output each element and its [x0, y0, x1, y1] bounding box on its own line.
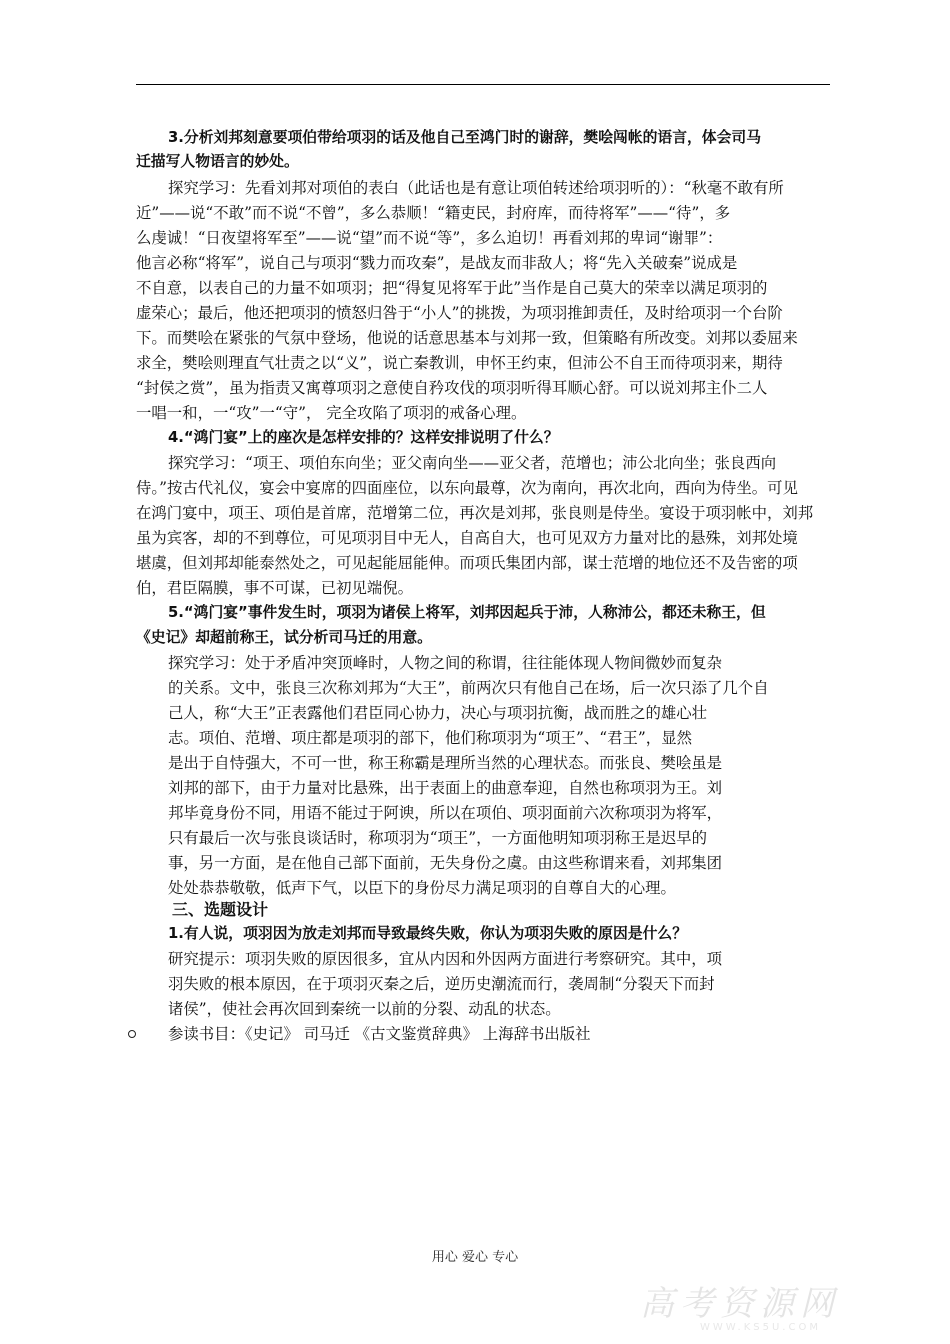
references-line: 参读书目：《史记》 司马迁 《古文鉴赏辞典》 上海辞书出版社 [168, 1025, 591, 1043]
header-rule [136, 84, 830, 85]
s3-q1-answer-line: 研究提示：项羽失败的原因很多，宜从内因和外因两方面进行考察研究。其中，项 [168, 950, 723, 968]
q3-answer-line: “封侯之赏”，虽为指责又寓尊项羽之意使自矜攻伐的项羽听得耳顺心舒。可以说刘邦主仆二人 [136, 379, 768, 397]
q5-answer-line: 只有最后一次与张良谈话时，称项羽为“项王”，一方面他明知项羽称王是迟早的 [168, 829, 708, 847]
s3-q1-answer-line: 诸侯”，使社会再次回到秦统一以前的分裂、动乱的状态。 [168, 1000, 561, 1018]
q5-answer-line: 刘邦的部下，由于力量对比悬殊，出于表面上的曲意奉迎，自然也称项羽为王。刘 [168, 779, 723, 797]
q4-title-line: 4.“鸿门宴”上的座次是怎样安排的？这样安排说明了什么？ [168, 429, 559, 446]
q4-answer-line: 虽为宾客，却的不到尊位，可见项羽目中无人，自高自大，也可见双方力量对比的悬殊，刘邦处境 [136, 529, 798, 547]
q5-answer-line: 的关系。文中，张良三次称刘邦为“大王”，前两次只有他自己在场，后一次只添了几个自 [168, 679, 769, 697]
q3-answer-line: 他言必称“将军”，说自己与项羽“戮力而攻秦”，是战友而非敌人；将“先入关破秦”说成是 [136, 254, 738, 272]
watermark: 高考资源网 [640, 1284, 840, 1324]
q5-answer-line: 己人，称“大王”正表露他们君臣同心协力，决心与项羽抗衡，战而胜之的雄心壮 [168, 704, 708, 722]
page-footer: 用心 爱心 专心 [431, 1250, 519, 1265]
q5-answer-line: 是出于自恃强大，不可一世，称王称霸是理所当然的心理状态。而张良、樊哙虽是 [168, 754, 723, 772]
q4-answer-line: 侍。”按古代礼仪，宴会中宴席的四面座位，以东向最尊，次为南向，再次北向，西向为侍坐。可见 [136, 479, 798, 497]
q3-answer-line: 探究学习：先看刘邦对项伯的表白（此话也是有意让项伯转述给项羽听的）：“秋毫不敢有所 [168, 179, 784, 197]
section-heading: 三、选题设计 [172, 900, 269, 919]
q3-answer-line: 么虔诚！“日夜望将军至”——说“望”而不说“等”，多么迫切！再看刘邦的卑词“谢罪”： [136, 229, 723, 247]
q3-title-line-1: 3.分析刘邦刻意要项伯带给项羽的话及他自己至鸿门时的谢辞，樊哙闯帐的语言，体会司马 [168, 129, 761, 146]
q4-answer-line: 探究学习：“项王、项伯东向坐；亚父南向坐——亚父者，范增也；沛公北向坐；张良西向 [168, 454, 777, 472]
q3-answer-line: 下。而樊哙在紧张的气氛中登场，他说的话意思基本与刘邦一致，但策略有所改变。刘邦以委屈来 [136, 329, 798, 347]
q3-answer-line: 求全，樊哙则理直气壮责之以“义”，说亡秦教训，申怀王约束，但沛公不自王而待项羽来，期待 [136, 354, 783, 372]
q4-answer-line: 在鸿门宴中，项王、项伯是首席，范增第二位，再次是刘邦，张良则是侍坐。宴设于项羽帐中，刘邦 [136, 504, 814, 522]
q3-answer-line: 不自意，以表自己的力量不如项羽；把“得复见将军于此”当作是自己莫大的荣幸以满足项羽的 [136, 279, 768, 297]
q4-answer-line: 伯，君臣隔膜，事不可谋，已初见端倪。 [136, 579, 414, 597]
q3-answer-line: 一唱一和，一“攻”一“守”， 完全攻陷了项羽的戒备心理。 [136, 404, 527, 422]
q5-answer-line: 处处恭恭敬敬，低声下气，以臣下的身份尽力满足项羽的自尊自大的心理。 [168, 879, 676, 897]
q5-title-line-2: 《史记》却超前称王，试分析司马迁的用意。 [136, 629, 432, 646]
q5-answer-line: 志。项伯、范增、项庄都是项羽的部下，他们称项羽为“项王”、“君王”，显然 [168, 729, 692, 747]
s3-q1-title-line: 1.有人说，项羽因为放走刘邦而导致最终失败，你认为项羽失败的原因是什么？ [168, 925, 688, 942]
circle-bullet-icon [128, 1030, 136, 1038]
q3-answer-line: 近”——说“不敢”而不说“不曾”，多么恭顺！“籍吏民，封府库，而待将军”——“待”，多 [136, 204, 731, 222]
q4-answer-line: 堪虞，但刘邦却能泰然处之，可见起能屈能伸。而项氏集团内部，谋士范增的地位还不及告密的项 [136, 554, 798, 572]
q5-answer-line: 探究学习：处于矛盾冲突顶峰时，人物之间的称谓，往往能体现人物间微妙而复杂 [168, 654, 723, 672]
q3-answer-line: 虚荣心；最后，他还把项羽的愤怒归咎于“小人”的挑拨，为项羽推卸责任，及时给项羽一个台阶 [136, 304, 783, 322]
q5-title-line-1: 5.“鸿门宴”事件发生时，项羽为诸侯上将军，刘邦因起兵于沛，人称沛公，都还未称王，但 [168, 604, 766, 621]
watermark-url: WWW.KS5U.COM [700, 1322, 821, 1333]
s3-q1-answer-line: 羽失败的根本原因，在于项羽灭秦之后，逆历史潮流而行，袭周制“分裂天下而封 [168, 975, 715, 993]
q3-title-line-2: 迁描写人物语言的妙处。 [136, 153, 299, 170]
q5-answer-line: 邦毕竟身份不同，用语不能过于阿谀，所以在项伯、项羽面前六次称项羽为将军， [168, 804, 723, 822]
q5-answer-line: 事，另一方面，是在他自己部下面前，无失身份之虞。由这些称谓来看，刘邦集团 [168, 854, 723, 872]
